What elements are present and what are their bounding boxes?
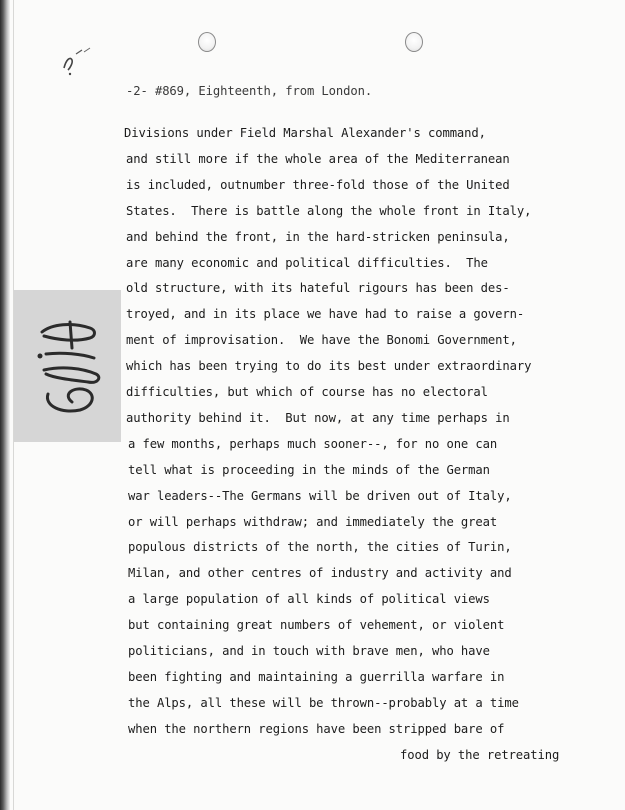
body-line: ment of improvisation. We have the Bonomi Government, xyxy=(126,333,517,348)
body-line: when the northern regions have been stripped bare of xyxy=(128,721,505,736)
body-line: and behind the front, in the hard-stricken peninsula, xyxy=(126,229,510,244)
page-header: -2- #869, Eighteenth, from London. xyxy=(126,84,373,98)
body-line: and still more if the whole area of the Mediterranean xyxy=(126,151,510,166)
body-line: States. There is battle along the whole front in Italy, xyxy=(126,203,532,218)
body-line: or will perhaps withdraw; and immediately the great xyxy=(128,514,498,529)
body-line: been fighting and maintaining a guerrilla warfare in xyxy=(128,669,505,684)
body-line: the Alps, all these will be thrown--probably at a time xyxy=(128,695,519,710)
body-line: are many economic and political difficulties. The xyxy=(126,255,488,270)
body-line: is included, outnumber three-fold those of the United xyxy=(126,177,510,192)
body-line: a large population of all kinds of political views xyxy=(128,592,490,607)
body-line: troyed, and in its place we have had to raise a govern- xyxy=(126,307,525,322)
body-last-line: food by the retreating xyxy=(400,748,560,762)
body-line: a few months, perhaps much sooner--, for no one can xyxy=(128,436,498,451)
body-line: populous districts of the north, the cities of Turin, xyxy=(128,540,512,555)
body-line: politicians, and in touch with brave men, who have xyxy=(128,644,490,658)
body-line: Divisions under Field Marshal Alexander's command, xyxy=(124,126,486,140)
body-line: but containing great numbers of vehement, or violent xyxy=(128,618,505,633)
body-line: tell what is proceeding in the minds of the German xyxy=(128,462,490,477)
body-line: war leaders--The Germans will be driven out of Italy, xyxy=(128,488,512,503)
body-line: difficulties, but which of course has no electoral xyxy=(126,385,488,399)
body-line: which has been trying to do its best under extraordinary xyxy=(126,359,532,374)
body-line: old structure, with its hateful rigours has been des- xyxy=(126,281,510,296)
body-line: authority behind it. But now, at any time perhaps in xyxy=(126,410,510,425)
body-line: Milan, and other centres of industry and activity and xyxy=(128,566,512,581)
